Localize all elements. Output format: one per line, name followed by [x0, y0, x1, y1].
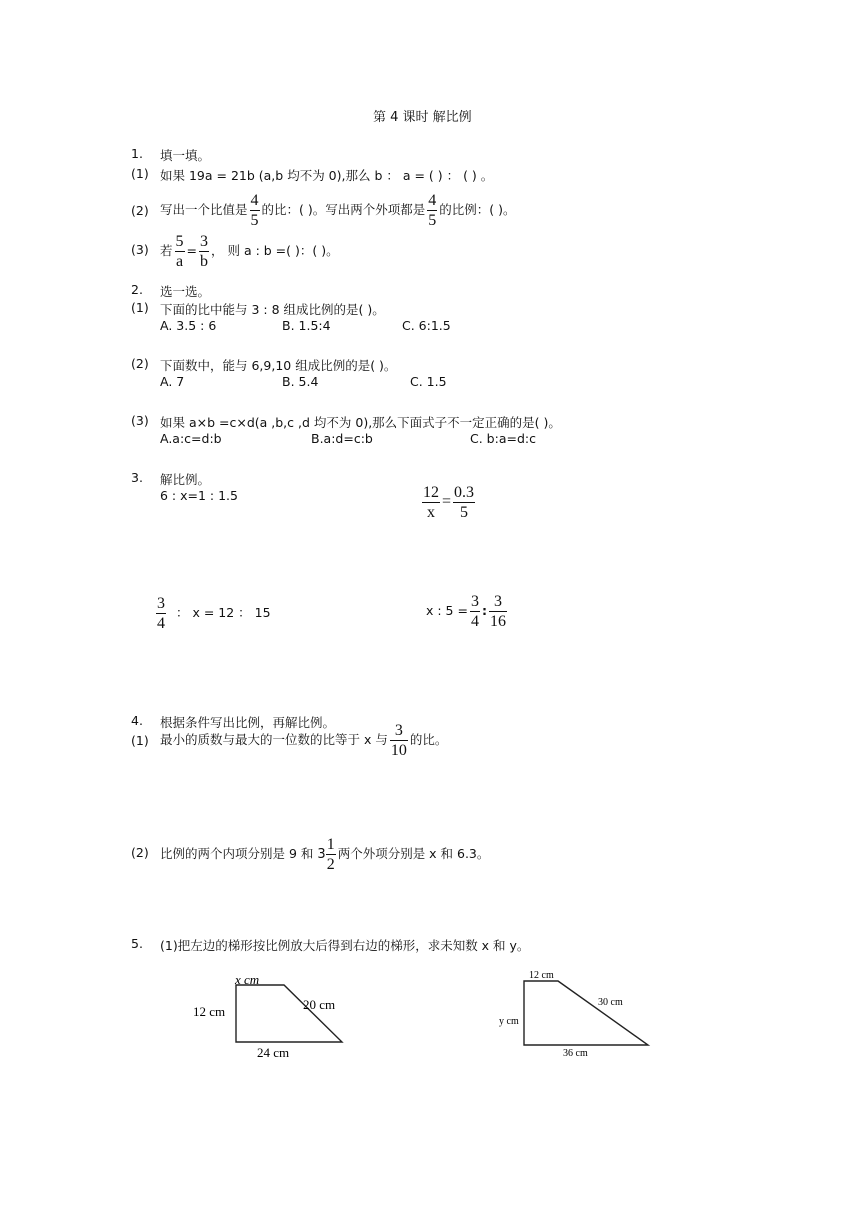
text-part: 的比例：( )。 [439, 202, 516, 217]
fraction [427, 191, 437, 230]
option-a: A. 3.5 : 6 [160, 318, 217, 333]
question-text: 如果 a×b =c×d(a ,b,c ,d 均不为 0),那么下面式子不一定正确的是( )。 [160, 415, 561, 430]
section-heading: 选一选。 [160, 284, 211, 299]
numerator: 3 [157, 595, 165, 612]
numerator: 3 [200, 233, 208, 250]
equation-3 [154, 594, 271, 633]
question-number: (1) [131, 166, 149, 181]
left-trapezoid-figure [185, 965, 360, 1065]
numerator: 4 [428, 192, 437, 209]
denominator: 4 [157, 615, 165, 632]
fraction [199, 232, 209, 271]
denominator: 2 [326, 856, 335, 873]
question-text [160, 835, 489, 874]
left-trapezoid [236, 985, 342, 1042]
mixed-number-whole: 3 [317, 847, 326, 862]
right-top-label: 12 cm [529, 970, 554, 981]
equation-rest: ： x = 12 ： 15 [176, 605, 271, 620]
fraction [453, 483, 475, 522]
option-b: B.a:d=c:b [311, 431, 373, 446]
question-number: (3) [131, 242, 149, 257]
left-height-label: 12 cm [193, 1004, 226, 1019]
left-bottom-label: 24 cm [257, 1045, 290, 1060]
numerator: 4 [250, 192, 259, 209]
numerator: 1 [326, 836, 335, 853]
numerator: 0.3 [454, 484, 475, 501]
text-part: 写出一个比值是 [160, 202, 248, 217]
text-part: 最小的质数与最大的一位数的比等于 x 与 [160, 732, 388, 747]
question-text [160, 232, 339, 271]
denominator: 4 [470, 613, 479, 630]
section-heading: (1)把左边的梯形按比例放大后得到右边的梯形，求未知数 x 和 y。 [160, 938, 530, 953]
option-c: C. 6:1.5 [402, 318, 451, 333]
text-part: 若 [160, 243, 173, 258]
question-number: (2) [131, 356, 149, 371]
fraction [156, 594, 166, 633]
fraction [422, 483, 440, 522]
text-part: 两个外项分别是 x 和 6.3。 [337, 846, 490, 861]
question-text: 下面数中，能与 6,9,10 组成比例的是( )。 [160, 358, 397, 373]
text-part: 比例的两个内项分别是 9 和 [160, 846, 314, 861]
question-text: 如果 19a = 21b (a,b 均不为 0),那么 b ： a = ( ) ： ( ) 。 [160, 168, 494, 183]
question-number: (2) [131, 203, 149, 218]
numerator: 3 [394, 722, 403, 739]
numerator: 3 [470, 593, 479, 610]
text-part: 的比：( )。写出两个外项都是 [261, 202, 426, 217]
section-heading: 填一填。 [160, 148, 211, 163]
section-number: 4. [131, 713, 143, 728]
equation-1: 6 : x=1 : 1.5 [160, 488, 238, 503]
question-number: (2) [131, 845, 149, 860]
denominator: 5 [428, 212, 437, 229]
fraction [489, 592, 507, 631]
right-height-label: y cm [499, 1016, 519, 1027]
numerator: 12 [423, 484, 439, 501]
question-number: (3) [131, 413, 149, 428]
denominator: 10 [390, 742, 407, 759]
denominator: 16 [489, 613, 506, 630]
section-heading: 根据条件写出比例，再解比例。 [160, 715, 336, 730]
section-number: 5. [131, 936, 143, 951]
option-a: A. 7 [160, 374, 185, 389]
left-slant-label: 20 cm [303, 997, 336, 1012]
colon: : [481, 603, 487, 618]
question-number: (1) [131, 733, 149, 748]
denominator: b [200, 253, 208, 270]
denominator: a [175, 253, 184, 270]
denominator: x [422, 502, 440, 522]
fraction [250, 191, 260, 230]
section-number: 2. [131, 282, 143, 297]
fraction [390, 721, 408, 760]
equals-sign: = [186, 243, 197, 258]
equals-sign: = [442, 493, 452, 510]
right-trapezoid [524, 981, 648, 1045]
fraction [326, 835, 336, 874]
fraction [470, 592, 480, 631]
equation-4 [426, 592, 509, 631]
option-c: C. 1.5 [410, 374, 447, 389]
question-text [160, 191, 515, 230]
equation-2 [420, 483, 477, 522]
text-part: ， 则 a : b =( )：( )。 [211, 243, 339, 258]
fraction [175, 232, 185, 271]
text-part: 的比。 [409, 732, 448, 747]
numerator: 3 [493, 593, 502, 610]
page-title: 第 4 课时 解比例 [373, 110, 472, 125]
denominator: 5 [250, 212, 259, 229]
section-heading: 解比例。 [160, 472, 211, 487]
equation-lead: x : 5 = [426, 603, 468, 618]
question-number: (1) [131, 300, 149, 315]
numerator: 5 [175, 233, 184, 250]
section-number: 1. [131, 146, 143, 161]
right-bottom-label: 36 cm [563, 1048, 588, 1059]
option-b: B. 5.4 [282, 374, 319, 389]
option-c: C. b:a=d:c [470, 431, 536, 446]
right-trapezoid-figure [495, 964, 660, 1064]
question-text [160, 721, 447, 760]
option-b: B. 1.5:4 [282, 318, 331, 333]
right-slant-label: 30 cm [598, 997, 623, 1008]
denominator: 5 [453, 502, 475, 522]
question-text: 下面的比中能与 3 : 8 组成比例的是( )。 [160, 302, 385, 317]
left-top-label: x cm [235, 972, 260, 987]
option-a: A.a:c=d:b [160, 431, 222, 446]
section-number: 3. [131, 470, 143, 485]
